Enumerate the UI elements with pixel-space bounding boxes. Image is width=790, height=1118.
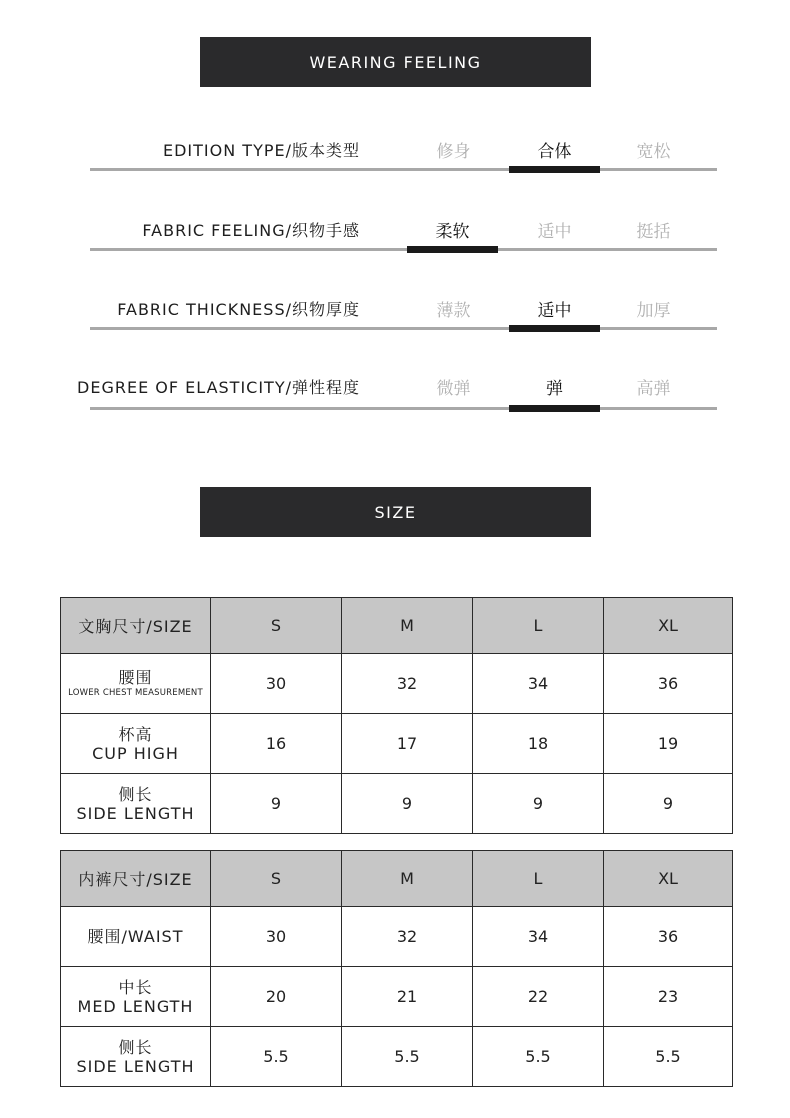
edition-type-label: EDITION TYPE/版本类型 (163, 141, 360, 160)
size-banner (200, 487, 591, 537)
wearing-feeling-title: WEARING FEELING (309, 52, 482, 72)
elasticity-option-3: 高弹 (636, 379, 671, 399)
table-cell: 5.5 (604, 1027, 733, 1087)
row-label: 腰围/WAIST (87, 927, 184, 946)
row-label-en: SIDE LENGTH (76, 1056, 195, 1076)
table-cell: 36 (604, 654, 733, 714)
bra-table-header-row (61, 598, 733, 654)
elasticity-row (77, 371, 717, 431)
size-header-xl: XL (604, 598, 733, 654)
row-label-zh: 中长 (118, 977, 153, 997)
table-cell: 30 (211, 654, 342, 714)
table-cell: 5.5 (211, 1027, 342, 1087)
edition-type-option-2: 合体 (537, 142, 572, 162)
fabric-thickness-option-1: 薄款 (436, 301, 471, 321)
fabric-feeling-option-2: 适中 (537, 222, 572, 242)
edition-type-option-1: 修身 (436, 142, 471, 162)
fabric-feeling-scale-line (90, 248, 717, 251)
size-header-s: S (211, 598, 342, 654)
table-cell: 16 (211, 714, 342, 774)
fabric-feeling-row (90, 214, 717, 274)
elasticity-selected-marker (509, 405, 600, 412)
table-cell: 30 (211, 907, 342, 967)
table-cell: 5.5 (473, 1027, 604, 1087)
row-label-zh: 侧长 (118, 784, 153, 804)
fabric-thickness-label: FABRIC THICKNESS/织物厚度 (117, 300, 360, 319)
row-label-side-length (61, 1027, 211, 1087)
table-row (61, 1027, 733, 1087)
edition-type-row (90, 134, 717, 194)
row-label-zh: 腰围 (118, 668, 153, 687)
row-label-en: LOWER CHEST MEASUREMENT (68, 688, 203, 698)
row-label-zh: 杯高 (118, 724, 153, 744)
fabric-feeling-option-3: 挺括 (636, 222, 671, 242)
fabric-feeling-selected-marker (407, 246, 498, 253)
edition-type-selected-marker (509, 166, 600, 173)
table-row (61, 907, 733, 967)
table-cell: 32 (342, 654, 473, 714)
table-row (61, 714, 733, 774)
table-row (61, 967, 733, 1027)
row-label-med-length (61, 967, 211, 1027)
edition-type-scale-line (90, 168, 717, 171)
table-cell: 36 (604, 907, 733, 967)
row-label-en: MED LENGTH (77, 996, 194, 1016)
table-cell: 18 (473, 714, 604, 774)
table-cell: 34 (473, 654, 604, 714)
elasticity-scale-line (90, 407, 717, 410)
table-row (61, 654, 733, 714)
size-header-xl: XL (604, 851, 733, 907)
elasticity-option-2: 弹 (546, 379, 563, 399)
wearing-feeling-banner (200, 37, 591, 87)
size-header-m: M (342, 598, 473, 654)
table-cell: 17 (342, 714, 473, 774)
table-cell: 34 (473, 907, 604, 967)
table-cell: 22 (473, 967, 604, 1027)
table-cell: 9 (342, 774, 473, 834)
bra-size-header-label: 文胸尺寸/SIZE (61, 598, 211, 654)
table-cell: 9 (604, 774, 733, 834)
table-cell: 21 (342, 967, 473, 1027)
fabric-thickness-row (90, 293, 717, 353)
brief-size-table (60, 850, 733, 1087)
row-label-en: SIDE LENGTH (76, 803, 195, 823)
row-label-waist (61, 907, 211, 967)
fabric-thickness-option-3: 加厚 (636, 301, 671, 321)
brief-table-header-row (61, 851, 733, 907)
size-title: SIZE (374, 502, 417, 522)
table-cell: 32 (342, 907, 473, 967)
row-label-lower-chest (61, 654, 211, 714)
table-cell: 20 (211, 967, 342, 1027)
size-header-s: S (211, 851, 342, 907)
elasticity-option-1: 微弹 (436, 379, 471, 399)
row-label-zh: 侧长 (118, 1037, 153, 1057)
fabric-thickness-scale-line (90, 327, 717, 330)
table-cell: 19 (604, 714, 733, 774)
fabric-feeling-option-1: 柔软 (435, 222, 470, 242)
row-label-cup-high (61, 714, 211, 774)
table-cell: 23 (604, 967, 733, 1027)
table-row (61, 774, 733, 834)
size-header-l: L (473, 598, 604, 654)
row-label-en: CUP HIGH (92, 743, 179, 763)
fabric-thickness-selected-marker (509, 325, 600, 332)
edition-type-option-3: 宽松 (636, 142, 671, 162)
row-label-side-length (61, 774, 211, 834)
table-cell: 9 (211, 774, 342, 834)
table-cell: 9 (473, 774, 604, 834)
fabric-feeling-label: FABRIC FEELING/织物手感 (142, 221, 360, 240)
bra-size-table (60, 597, 733, 834)
size-header-l: L (473, 851, 604, 907)
size-header-m: M (342, 851, 473, 907)
elasticity-label: DEGREE OF ELASTICITY/弹性程度 (77, 378, 360, 397)
brief-size-header-label: 内裤尺寸/SIZE (61, 851, 211, 907)
table-cell: 5.5 (342, 1027, 473, 1087)
fabric-thickness-option-2: 适中 (537, 301, 572, 321)
